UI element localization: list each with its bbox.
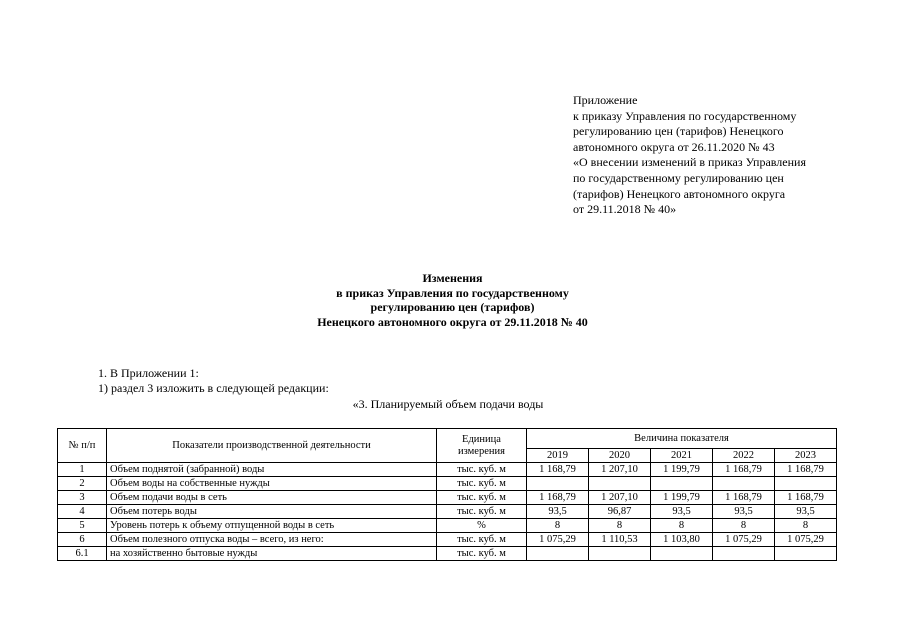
row-unit: тыс. куб. м <box>437 505 527 519</box>
row-value: 8 <box>527 519 589 533</box>
table-body <box>58 463 837 561</box>
row-name: на хозяйственно бытовые нужды <box>107 547 437 561</box>
row-unit: % <box>437 519 527 533</box>
row-value: 1 168,79 <box>775 463 837 477</box>
row-value: 96,87 <box>589 505 651 519</box>
row-value <box>651 547 713 561</box>
header-year: 2020 <box>589 449 651 463</box>
water-supply-table <box>57 428 837 561</box>
title-line: Изменения <box>422 271 483 285</box>
row-value: 1 103,80 <box>651 533 713 547</box>
table-row <box>58 505 837 519</box>
row-value: 93,5 <box>651 505 713 519</box>
row-value <box>713 547 775 561</box>
row-value <box>527 477 589 491</box>
row-value: 1 168,79 <box>713 491 775 505</box>
table-row <box>58 533 837 547</box>
row-num: 6 <box>58 533 107 547</box>
header-indicators: Показатели производственной деятельности <box>107 429 437 463</box>
row-value: 1 207,10 <box>589 491 651 505</box>
row-value: 8 <box>775 519 837 533</box>
header-value: Величина показателя <box>527 429 837 449</box>
row-value: 1 199,79 <box>651 463 713 477</box>
row-num: 6.1 <box>58 547 107 561</box>
table-row <box>58 547 837 561</box>
row-name: Объем полезного отпуска воды – всего, из него: <box>107 533 437 547</box>
row-value: 1 168,79 <box>775 491 837 505</box>
row-value: 1 075,29 <box>775 533 837 547</box>
row-value: 1 110,53 <box>589 533 651 547</box>
header-year: 2021 <box>651 449 713 463</box>
header-year: 2019 <box>527 449 589 463</box>
row-value: 93,5 <box>775 505 837 519</box>
row-num: 1 <box>58 463 107 477</box>
row-value: 1 168,79 <box>527 491 589 505</box>
row-value <box>713 477 775 491</box>
row-value: 93,5 <box>527 505 589 519</box>
header-num: № п/п <box>58 429 107 463</box>
table-header <box>58 429 837 463</box>
row-value <box>651 477 713 491</box>
row-value: 1 199,79 <box>651 491 713 505</box>
appendix-line: к приказу Управления по государственному <box>573 108 797 123</box>
instruction-item-2: 1) раздел 3 изложить в следующей редакции: <box>98 381 329 395</box>
row-num: 5 <box>58 519 107 533</box>
row-num: 2 <box>58 477 107 491</box>
row-value: 1 168,79 <box>527 463 589 477</box>
row-num: 3 <box>58 491 107 505</box>
row-value <box>589 547 651 561</box>
row-value <box>775 547 837 561</box>
appendix-line: Приложение <box>573 93 638 107</box>
header-row <box>58 429 837 449</box>
row-name: Объем воды на собственные нужды <box>107 477 437 491</box>
title-line: в приказ Управления по государственному <box>336 285 569 300</box>
row-value: 1 207,10 <box>589 463 651 477</box>
row-name: Объем потерь воды <box>107 505 437 519</box>
row-name: Объем подачи воды в сеть <box>107 491 437 505</box>
row-value: 93,5 <box>713 505 775 519</box>
instructions-block <box>98 366 329 396</box>
row-unit: тыс. куб. м <box>437 463 527 477</box>
appendix-line: регулированию цен (тарифов) Ненецкого <box>573 124 784 139</box>
header-year: 2022 <box>713 449 775 463</box>
header-unit: Единица измерения <box>437 429 527 463</box>
appendix-line: автономного округа от 26.11.2020 № 43 <box>573 139 775 154</box>
row-num: 4 <box>58 505 107 519</box>
section-heading: «3. Планируемый объем подачи воды <box>352 397 544 411</box>
table-row <box>58 491 837 505</box>
appendix-line: (тарифов) Ненецкого автономного округа <box>573 186 786 201</box>
row-value <box>589 477 651 491</box>
row-value: 1 075,29 <box>527 533 589 547</box>
instruction-item-1: 1. В Приложении 1: <box>98 366 199 380</box>
row-unit: тыс. куб. м <box>437 547 527 561</box>
title-line: Ненецкого автономного округа от 29.11.2018 № 40 <box>317 314 588 329</box>
row-value: 8 <box>651 519 713 533</box>
table-row <box>58 477 837 491</box>
row-name: Уровень потерь к объему отпущенной воды в сеть <box>107 519 437 533</box>
row-value <box>527 547 589 561</box>
row-value <box>775 477 837 491</box>
appendix-line: от 29.11.2018 № 40» <box>573 202 677 217</box>
row-unit: тыс. куб. м <box>437 477 527 491</box>
appendix-line: по государственному регулированию цен <box>573 170 784 185</box>
row-value: 8 <box>713 519 775 533</box>
appendix-block <box>573 93 873 218</box>
title-line: регулированию цен (тарифов) <box>370 300 535 315</box>
row-name: Объем поднятой (забранной) воды <box>107 463 437 477</box>
table-row <box>58 519 837 533</box>
row-unit: тыс. куб. м <box>437 491 527 505</box>
row-value: 1 075,29 <box>713 533 775 547</box>
document-title <box>0 271 905 329</box>
table-row <box>58 463 837 477</box>
appendix-line: «О внесении изменений в приказ Управления <box>573 155 806 170</box>
row-value: 1 168,79 <box>713 463 775 477</box>
row-unit: тыс. куб. м <box>437 533 527 547</box>
row-value: 8 <box>589 519 651 533</box>
header-year: 2023 <box>775 449 837 463</box>
